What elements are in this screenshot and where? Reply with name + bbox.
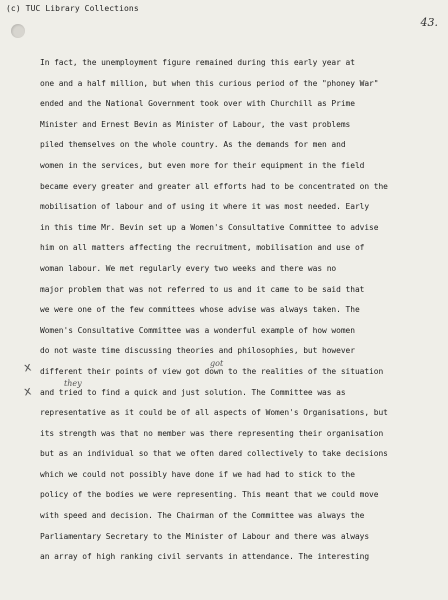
- text-line: representative as it could be of all aspects of Women's Organisations, but: [40, 408, 388, 418]
- text-line: in this time Mr. Bevin set up a Women's Consultative Committee to advise: [40, 222, 379, 232]
- text-line: different their points of view got down to the realities of the situation: [40, 366, 384, 376]
- handwritten-correction: they: [64, 379, 82, 388]
- typed-body-text: [40, 53, 430, 568]
- text-line: Women's Consultative Committee was a wonderful example of how women: [40, 325, 355, 335]
- punch-hole: [11, 24, 25, 38]
- text-line: with speed and decision. The Chairman of the Committee was always the: [40, 511, 365, 521]
- text-line: its strength was that no member was there representing their organisation: [40, 428, 384, 438]
- text-line: him on all matters affecting the recruitment, mobilisation and use of: [40, 243, 365, 253]
- page-number: 43.: [420, 16, 438, 29]
- text-line: Minister and Ernest Bevin as Minister of Labour, the vast problems: [40, 119, 351, 129]
- watermark: (c) TUC Library Collections: [6, 4, 139, 13]
- text-line: we were one of the few committees whose advise was always taken. The: [40, 305, 360, 315]
- text-line: ended and the National Government took over with Churchill as Prime: [40, 99, 355, 109]
- text-line: woman labour. We met regularly every two weeks and there was no: [40, 263, 337, 273]
- text-line: In fact, the unemployment figure remained during this early year at: [40, 58, 355, 67]
- text-line: but as an individual so that we often dared collectively to take decisions: [40, 449, 388, 459]
- text-line: one and a half million, but when this curious period of the "phoney War": [40, 78, 379, 88]
- text-line: and tried to find a quick and just solution. The Committee was as: [40, 387, 346, 397]
- margin-mark: x: [22, 359, 33, 375]
- text-line: women in the services, but even more for their equipment in the field: [40, 160, 365, 170]
- text-line: an array of high ranking civil servants in attendance. The interesting: [40, 552, 370, 562]
- text-line: which we could not possibly have done if we had had to stick to the: [40, 469, 355, 479]
- margin-mark: x: [22, 383, 33, 399]
- text-line: policy of the bodies we were representing. This meant that we could move: [40, 490, 379, 500]
- text-line: became every greater and greater all efforts had to be concentrated on the: [40, 181, 388, 191]
- text-line: Parliamentary Secretary to the Minister of Labour and there was always: [40, 531, 370, 541]
- text-line: piled themselves on the whole country. As the demands for men and: [40, 140, 346, 150]
- text-line: mobilisation of labour and of using it where it was most needed. Early: [40, 202, 370, 212]
- text-line: do not waste time discussing theories and philosophies, but however: [40, 346, 355, 356]
- handwritten-correction: got: [210, 359, 224, 368]
- text-line: major problem that was not referred to us and it came to be said that: [40, 284, 365, 294]
